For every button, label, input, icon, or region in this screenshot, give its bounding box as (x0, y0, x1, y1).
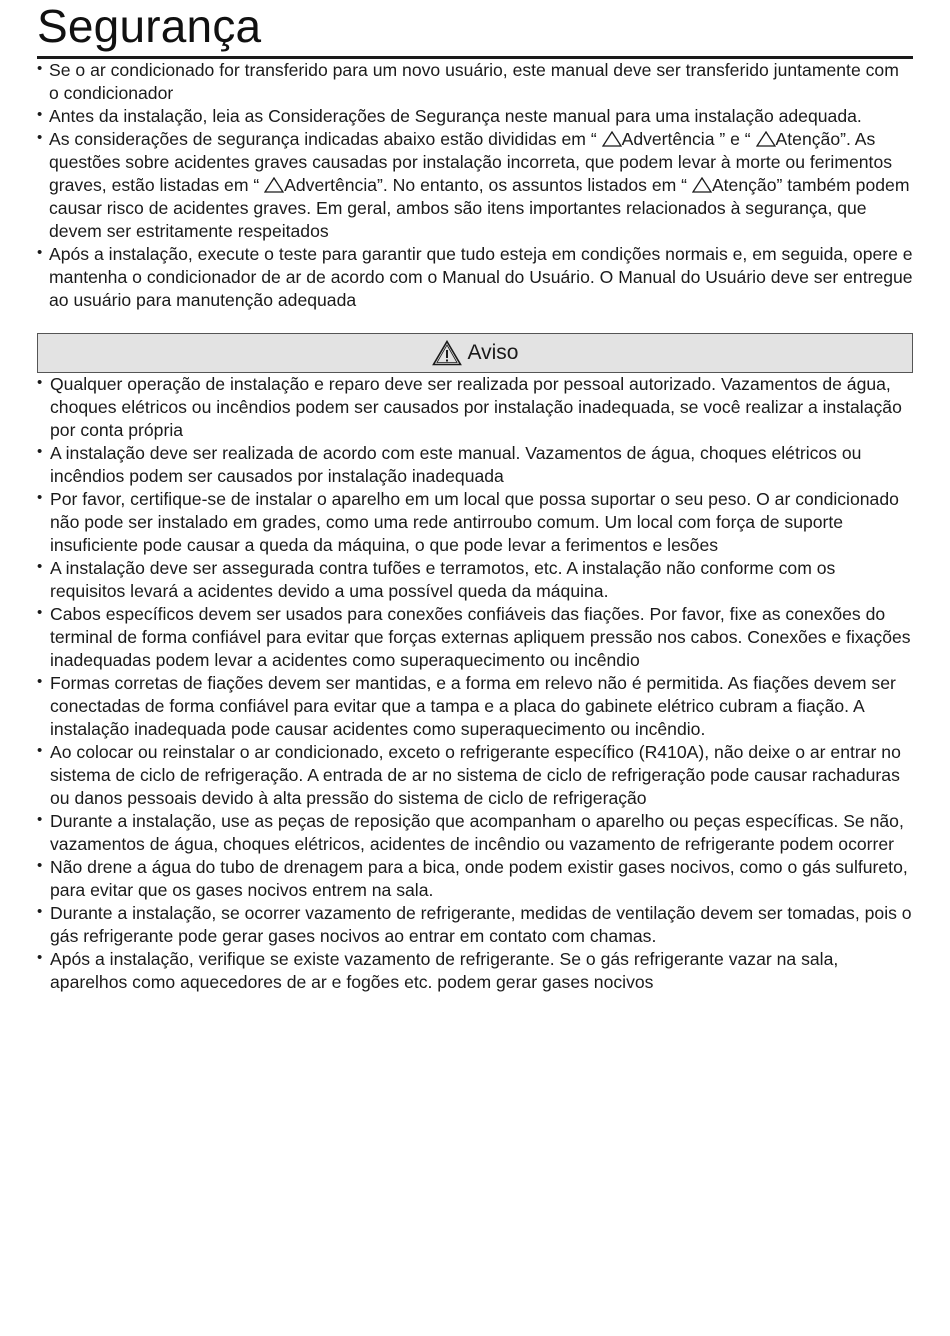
bullet-icon: • (37, 60, 43, 77)
bullet-icon: • (37, 811, 43, 828)
list-item-text: Durante a instalação, se ocorrer vazamento de refrigerante, medidas de ventilação devem ser tomadas, pois o gás refrigerante pode gerar gases nocivos ao entrar em contato com chamas. (50, 903, 912, 946)
caution-triangle-icon (692, 177, 712, 193)
list-item (37, 373, 913, 442)
list-item (37, 557, 913, 603)
list-item (37, 672, 913, 741)
page (37, 0, 913, 994)
list-item-text-part: Atenção” também podem causar risco de acidentes graves. Em geral, ambos são itens importantes relacionados à segurança, que devem ser estritamente respeitados (49, 175, 910, 241)
warning-triangle-icon (432, 340, 462, 366)
bullet-icon: • (37, 558, 43, 575)
page-title: Segurança (37, 0, 262, 52)
list-item-text: Antes da instalação, leia as Considerações de Segurança neste manual para uma instalação adequada. (49, 106, 862, 126)
list-item (37, 741, 913, 810)
bullet-icon: • (37, 443, 43, 460)
list-item-text: A instalação deve ser assegurada contra tufões e terramotos, etc. A instalação não conforme com os requisitos levará a acidentes devido a uma possível queda da máquina. (50, 558, 836, 601)
list-item-text: Após a instalação, execute o teste para garantir que tudo esteja em condições normais e, em seguida, opere e mantenha o condicionador de ar de acordo com o Manual do Usuário. O Manual do Usuário deve ser entregue ao usuário para manutenção adequada (49, 244, 913, 310)
list-item-text: Ao colocar ou reinstalar o ar condicionado, exceto o refrigerante específico (R410A), não deixe o ar entrar no sistema de ciclo de refrigeração. A entrada de ar no sistema de ciclo de refrigeração pode causar rachaduras ou danos pessoais devido à alta pressão do sistema de ciclo de refrigeração (50, 742, 901, 808)
bullet-icon: • (37, 129, 43, 146)
bullet-icon: • (37, 949, 43, 966)
list-item (37, 948, 913, 994)
warning-header-label: Aviso (467, 341, 519, 364)
warning-triangle-icon (602, 131, 622, 147)
warning-header (37, 333, 913, 373)
warning-triangle-icon (264, 177, 284, 193)
list-item-text: Durante a instalação, use as peças de reposição que acompanham o aparelho ou peças específicas. Se não, vazamentos de água, choques elétricos, acidentes de incêndio ou vazamento de refrigerante podem ocorrer (50, 811, 904, 854)
list-item (37, 603, 913, 672)
bullet-icon: • (37, 489, 43, 506)
intro-list (37, 59, 913, 312)
bullet-icon: • (37, 106, 43, 123)
list-item (37, 902, 913, 948)
list-item-text: Se o ar condicionado for transferido para um novo usuário, este manual deve ser transferido juntamente com o condicionador (49, 60, 899, 103)
rules-list (37, 373, 913, 994)
list-item (37, 128, 913, 243)
bullet-icon: • (37, 604, 43, 621)
list-item-text: Cabos específicos devem ser usados para conexões confiáveis das fiações. Por favor, fixe as conexões do terminal de forma confiável para evitar que forças externas apliquem pressão nos cabos. Conexões e fixações inadequadas podem levar a acidentes como superaquecimento ou incêndio (50, 604, 911, 670)
list-item (37, 856, 913, 902)
list-item (37, 243, 913, 312)
list-item (37, 105, 913, 128)
list-item-text: A instalação deve ser realizada de acordo com este manual. Vazamentos de água, choques elétricos ou incêndios podem ser causados por instalação inadequada (50, 443, 862, 486)
list-item-text-part: Advertência ” e “ (621, 129, 756, 149)
list-item (37, 59, 913, 105)
list-item-text-part: Atenção”. As questões sobre acidentes graves causadas por instalação incorreta, que podem levar à morte ou ferimentos graves, estão listadas em “ (49, 129, 893, 195)
list-item-text: Qualquer operação de instalação e reparo deve ser realizada por pessoal autorizado. Vazamentos de água, choques elétricos ou incêndios podem ser causados por instalação inadequada, se você realizar a instalação por conta própria (50, 374, 902, 440)
list-item (37, 488, 913, 557)
list-item-text-part: Advertência”. No entanto, os assuntos listados em “ (284, 175, 692, 195)
list-item-text: Após a instalação, verifique se existe vazamento de refrigerante. Se o gás refrigerante vazar na sala, aparelhos como aquecedores de ar e fogões etc. podem gerar gases nocivos (50, 949, 839, 992)
caution-triangle-icon (756, 131, 776, 147)
bullet-icon: • (37, 374, 43, 391)
list-item-text-part: As considerações de segurança indicadas abaixo estão divididas em “ (49, 129, 602, 149)
list-item (37, 442, 913, 488)
bullet-icon: • (37, 673, 43, 690)
bullet-icon: • (37, 244, 43, 261)
bullet-icon: • (37, 857, 43, 874)
list-item (37, 810, 913, 856)
bullet-icon: • (37, 742, 43, 759)
list-item-text: Não drene a água do tubo de drenagem para a bica, onde podem existir gases nocivos, como o gás sulfureto, para evitar que os gases nocivos entrem na sala. (50, 857, 908, 900)
bullet-icon: • (37, 903, 43, 920)
list-item-text: Por favor, certifique-se de instalar o aparelho em um local que possa suportar o seu peso. O ar condicionado não pode ser instalado em grades, como uma rede antirroubo comum. Um local com força de suporte insuficiente pode causar a queda da máquina, o que pode levar a ferimentos e lesões (50, 489, 899, 555)
list-item-text: Formas corretas de fiações devem ser mantidas, e a forma em relevo não é permitida. As fiações devem ser conectadas de forma confiável para evitar que a tampa e a placa do gabinete elétrico cubram a fiação. A instalação inadequada pode causar acidentes como superaquecimento ou incêndio. (50, 673, 896, 739)
